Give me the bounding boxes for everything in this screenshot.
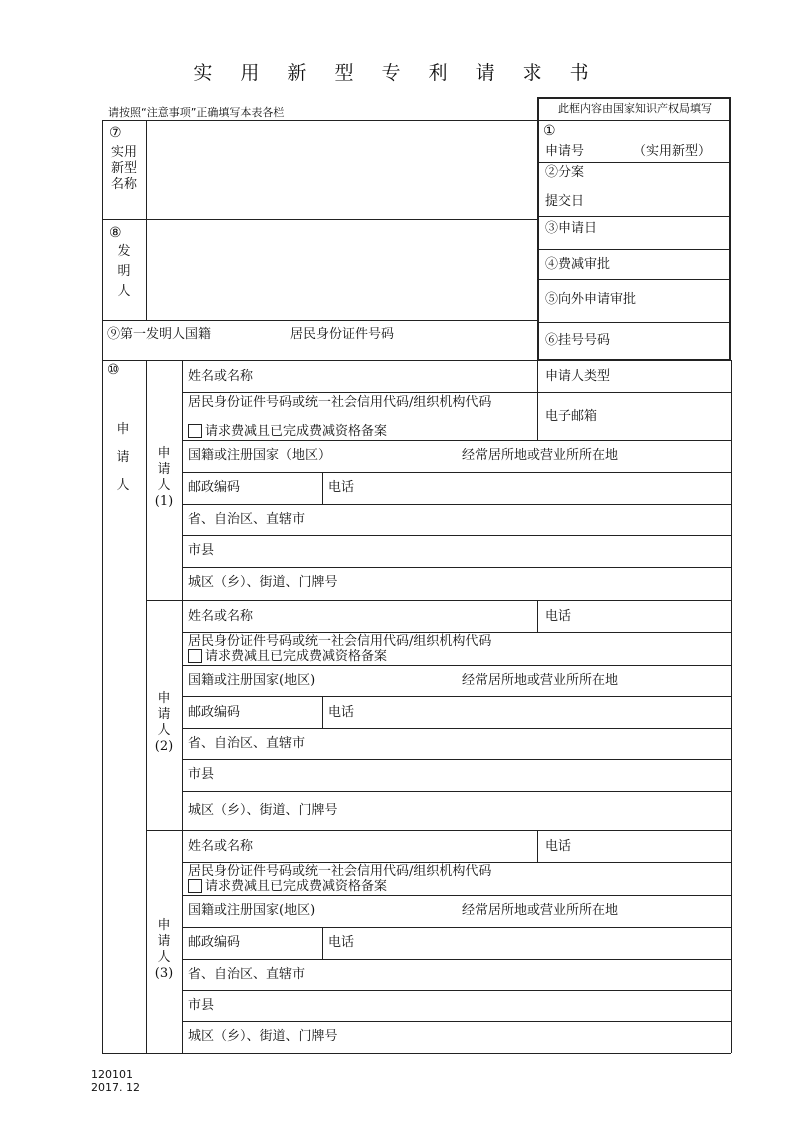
table-border-left xyxy=(102,120,103,1053)
applicant-2-street-label: 城区（乡）、街道、门牌号 xyxy=(188,803,338,818)
applicant-3-residence-label: 经常居所地或营业所所在地 xyxy=(462,903,619,918)
instruction-text: 请按照“注意事项”正确填写本表各栏 xyxy=(108,106,285,119)
divisional-case-label: ②分案 xyxy=(545,165,585,180)
row-divider-inventor xyxy=(102,320,537,321)
section-7-num: ⑦ xyxy=(109,125,122,141)
form-code: 120101 xyxy=(91,1068,133,1081)
filing-date-label: ③申请日 xyxy=(545,221,598,236)
applicant-2-nationality-label: 国籍或注册国家(地区) xyxy=(188,673,316,688)
submit-date-label: 提交日 xyxy=(545,194,585,209)
registered-no-label: ⑥挂号号码 xyxy=(545,333,611,348)
applicant-2-phone-label: 电话 xyxy=(328,705,355,720)
applicant-2-province-label: 省、自治区、直辖市 xyxy=(188,736,306,751)
section-10-num: ⑩ xyxy=(107,362,120,378)
label-column-divider xyxy=(146,120,147,320)
applicant-3-fee-checkbox[interactable] xyxy=(188,879,202,893)
inventor-field[interactable] xyxy=(148,221,534,318)
applicant-2-phone-top-label: 电话 xyxy=(545,609,572,624)
applicant-3-nationality-label: 国籍或注册国家(地区) xyxy=(188,903,316,918)
applicant-2-id-label: 居民身份证件号码或统一社会信用代码/组织机构代码 xyxy=(188,634,492,649)
applicant-1-city-label: 市县 xyxy=(188,543,215,558)
applicant-3-city-label: 市县 xyxy=(188,998,215,1013)
first-inventor-id-label: 居民身份证件号码 xyxy=(290,327,395,342)
applicant-1-residence-label: 经常居所地或营业所所在地 xyxy=(462,448,619,463)
office-num-1: ① xyxy=(543,123,556,139)
applicant-1-phone-label: 电话 xyxy=(328,480,355,495)
applicant-2-name-label: 姓名或名称 xyxy=(188,609,254,624)
applicant-2-label: 申 请 人 (2) xyxy=(154,691,174,754)
applicant-3-phone-label: 电话 xyxy=(328,935,355,950)
applicant-3-postal-label: 邮政编码 xyxy=(188,935,241,950)
applicant-3-label: 申 请 人 (3) xyxy=(154,918,174,981)
applicant-1-email-label: 电子邮箱 xyxy=(545,409,598,424)
utility-model-name-field[interactable] xyxy=(148,122,534,217)
applicant-2-city-label: 市县 xyxy=(188,767,215,782)
applicant-1-fee-label: 请求费减且已完成费减资格备案 xyxy=(205,424,388,439)
applicant-outer-divider xyxy=(146,360,147,1053)
applicant-2-fee-label: 请求费减且已完成费减资格备案 xyxy=(205,649,388,664)
applicant-1-province-label: 省、自治区、直辖市 xyxy=(188,512,306,527)
applicant-1-nationality-label: 国籍或注册国家（地区） xyxy=(188,448,332,463)
applicant-3-name-label: 姓名或名称 xyxy=(188,839,254,854)
first-inventor-nationality-label: ⑨第一发明人国籍 xyxy=(107,327,212,342)
applicant-3-street-label: 城区（乡）、街道、门牌号 xyxy=(188,1029,338,1044)
form-version: 2017. 12 xyxy=(91,1081,140,1094)
applicant-1-id-label: 居民身份证件号码或统一社会信用代码/组织机构代码 xyxy=(188,395,492,410)
section-8-num: ⑧ xyxy=(109,225,122,241)
table-border-bottom xyxy=(102,1053,731,1054)
row-divider-name xyxy=(102,219,537,220)
inventor-label: 发 明 人 xyxy=(117,244,131,299)
app-no-label: 申请号 xyxy=(545,144,585,159)
applicant-3-province-label: 省、自治区、直辖市 xyxy=(188,967,306,982)
fee-reduction-label: ④费减审批 xyxy=(545,257,611,272)
utility-model-name-label: 实用 新型 名称 xyxy=(110,145,137,192)
office-box-header: 此框内容由国家知识产权局填写 xyxy=(558,102,712,115)
table-border-top xyxy=(102,120,537,121)
foreign-filing-label: ⑤向外申请审批 xyxy=(545,292,637,307)
app-no-type: （实用新型） xyxy=(633,144,712,159)
applicant-3-phone-top-label: 电话 xyxy=(545,839,572,854)
form-title: 实 用 新 型 专 利 请 求 书 xyxy=(193,62,600,84)
applicant-1-type-label: 申请人类型 xyxy=(545,369,611,384)
applicant-section-label: 申 请 人 xyxy=(116,422,130,493)
applicant-1-name-label: 姓名或名称 xyxy=(188,369,254,384)
applicant-label-divider xyxy=(182,360,183,1053)
applicant-1-postal-label: 邮政编码 xyxy=(188,480,241,495)
applicant-3-fee-label: 请求费减且已完成费减资格备案 xyxy=(205,879,388,894)
applicant-2-fee-checkbox[interactable] xyxy=(188,649,202,663)
applicant-2-postal-label: 邮政编码 xyxy=(188,705,241,720)
applicant-2-residence-label: 经常居所地或营业所所在地 xyxy=(462,673,619,688)
applicant-1-street-label: 城区（乡）、街道、门牌号 xyxy=(188,575,338,590)
applicant-3-id-label: 居民身份证件号码或统一社会信用代码/组织机构代码 xyxy=(188,864,492,879)
table-border-right xyxy=(731,360,732,1053)
applicant-1-label: 申 请 人 (1) xyxy=(154,446,174,509)
applicant-1-fee-checkbox[interactable] xyxy=(188,424,202,438)
